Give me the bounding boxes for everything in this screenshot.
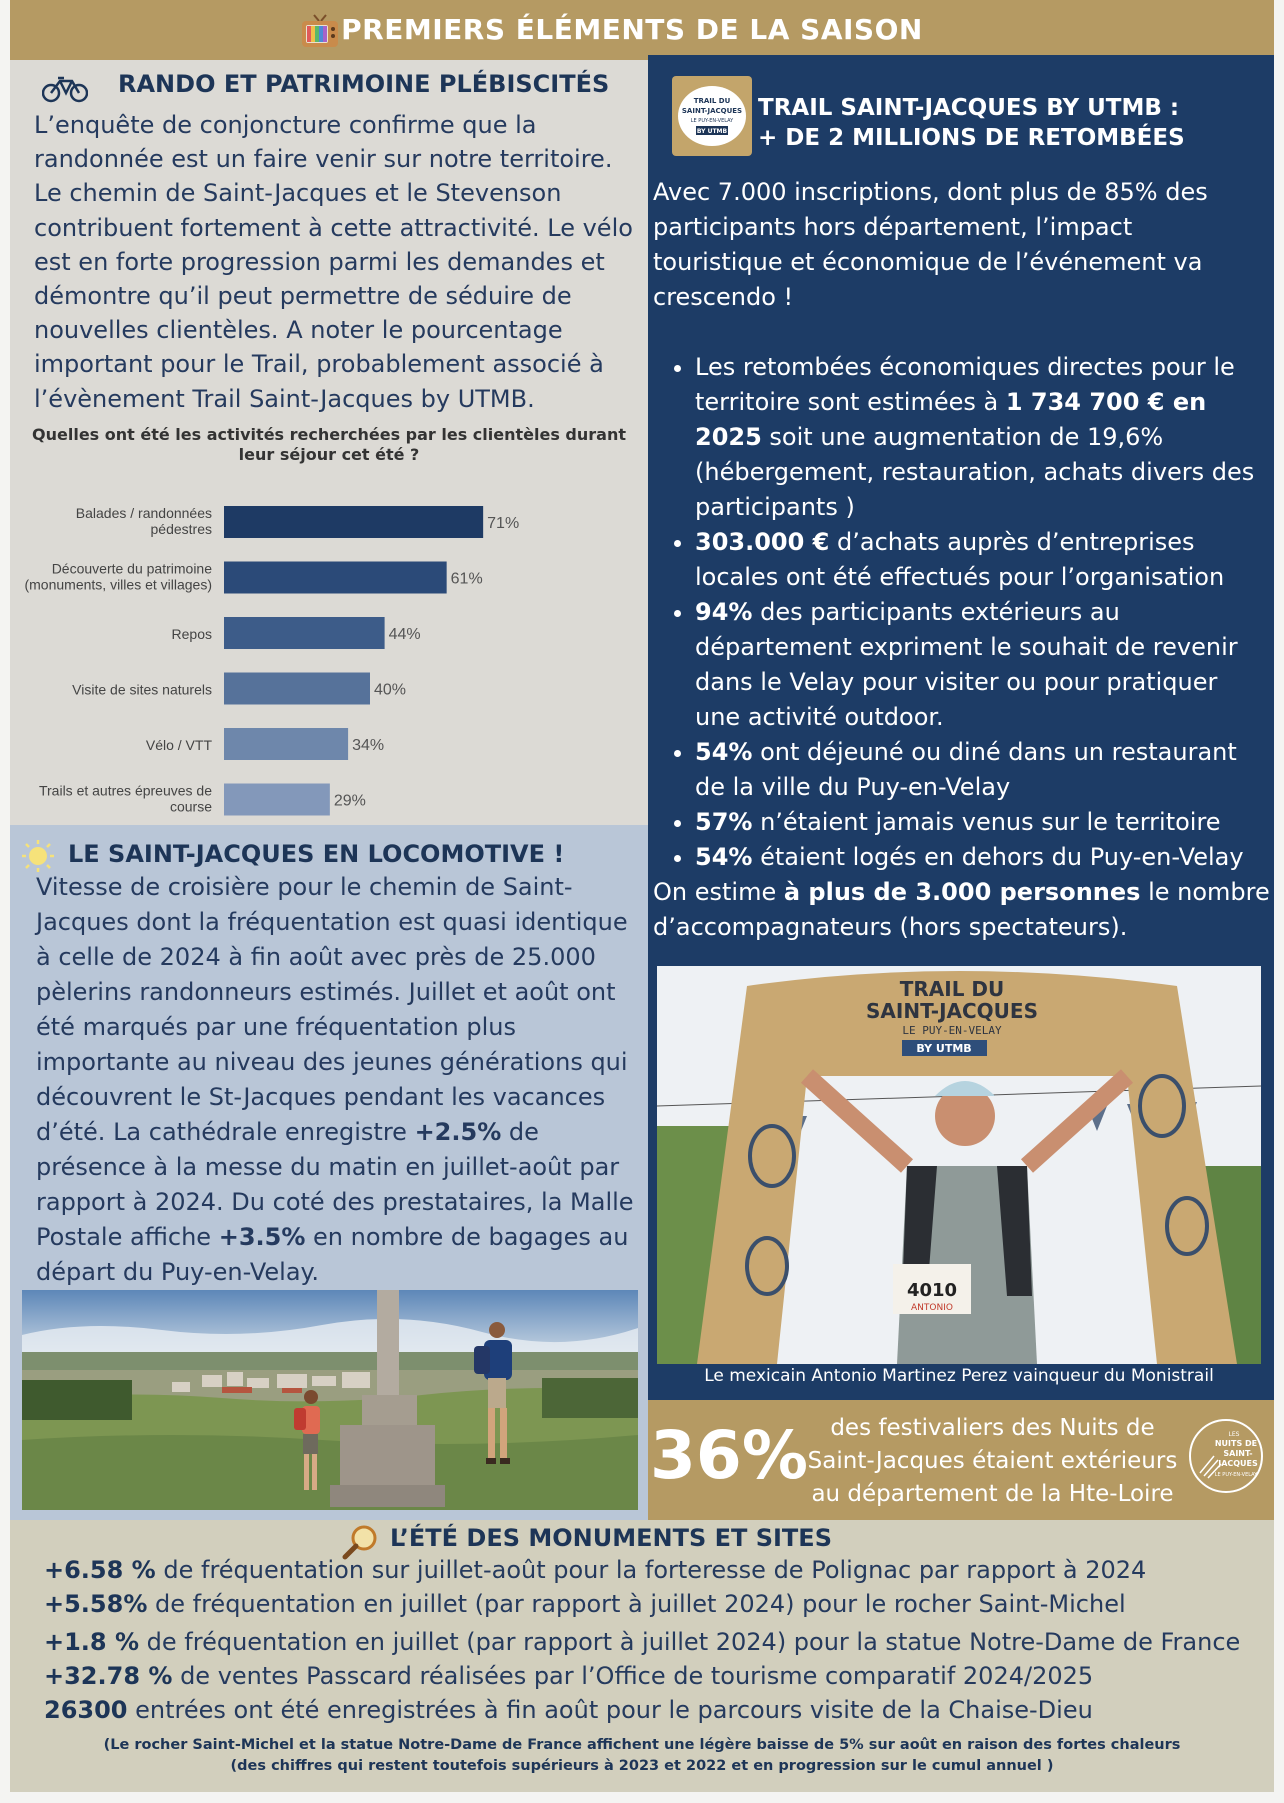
svg-text:SAINT-JACQUES: SAINT-JACQUES <box>681 107 743 115</box>
list-item: +32.78 % de ventes Passcard réalisées par l’Office de tourisme comparatif 2024/2025 <box>44 1662 1094 1690</box>
monuments-list <box>44 1553 1264 1727</box>
chart-data-label: 40% <box>374 681 407 699</box>
list-item: 26300 entrées ont été enregistrées à fin août pour le parcours visite de la Chaise-Dieu <box>44 1696 1093 1724</box>
list-item: • 94% des participants extérieurs au département expriment le souhait de revenir dans le Velay pour visiter ou pour pratiquer une activité outdoor. <box>695 595 1270 735</box>
chart-bar <box>224 506 483 538</box>
chart-category-label: pédestres <box>150 521 212 537</box>
chart-category-label: Balades / randonnées <box>75 505 212 521</box>
svg-text:LE PUY-EN-VELAY: LE PUY-EN-VELAY <box>902 1024 1002 1037</box>
page-title: PREMIERS ÉLÉMENTS DE LA SAISON <box>341 13 923 46</box>
chart-bar <box>224 617 385 649</box>
chart-bar <box>224 784 330 816</box>
chart-data-label: 34% <box>352 737 385 754</box>
nuits-logo <box>1188 1418 1264 1494</box>
nuits-text: des festivaliers des Nuits de Saint-Jacques étaient extérieurs au département de la Hte-Loire <box>807 1415 1178 1507</box>
svg-text:LES: LES <box>1228 1431 1240 1438</box>
svg-text:TRAIL DU: TRAIL DU <box>899 977 1005 1001</box>
rando-title: RANDO ET PATRIMOINE PLÉBISCITÉS <box>118 70 610 98</box>
chart-data-label: 29% <box>333 792 366 810</box>
runner-photo <box>657 966 1261 1364</box>
svg-text:NUITS DE: NUITS DE <box>1214 1439 1258 1448</box>
photo-caption: Le mexicain Antonio Martinez Perez vainqueur du Monistrail <box>704 1366 1214 1386</box>
activities-bar-chart <box>10 490 648 825</box>
monuments-note: (Le rocher Saint-Michel et la statue Notre-Dame de France affichent une légère baisse de 5% sur août en raison des fortes chaleurs (des chiffres qui restent toutefois supérieurs à 2023 et 2022 et en progression sur le cumul annuel ) <box>103 1737 1181 1774</box>
chart-category-label: Vélo / VTT <box>145 737 212 753</box>
chart-bar <box>224 728 348 760</box>
hikers-photo <box>22 1290 638 1510</box>
svg-text:LE PUY-EN-VELAY: LE PUY-EN-VELAY <box>690 118 734 124</box>
chart-data-label: 44% <box>388 626 421 643</box>
list-item: • 303.000 € d’achats auprès d’entreprises locales ont été effectués pour l’organisation <box>695 525 1270 595</box>
trail-title: TRAIL SAINT-JACQUES BY UTMB : + DE 2 MILLIONS DE RETOMBÉES <box>758 95 1185 151</box>
list-item: • Les retombées économiques directes pour le territoire sont estimées à 1 734 700 € en 2025 soit une augmentation de 19,6% (hébergement, restauration, achats divers des participants ) <box>695 350 1270 525</box>
list-item: • 54% ont déjeuné ou diné dans un restaurant de la ville du Puy-en-Velay <box>695 735 1270 805</box>
chart-category-label: Trails et autres épreuves de <box>38 782 212 799</box>
chart-bar <box>224 673 370 705</box>
svg-text:TRAIL DU: TRAIL DU <box>693 97 731 105</box>
trail-stats-list <box>660 350 1270 875</box>
chart-data-label: 71% <box>487 515 520 532</box>
rando-text: L’enquête de conjoncture confirme que la randonnée est un faire venir sur notre territoire. Le chemin de Saint-Jacques et le Stevenson contribuent fortement à cette attractivité. Le vélo est en forte progression parmi les demandes et démontre qu’il peut permettre de séduire de nouvelles clientèles. A noter le pourcentage important pour le Trail, probablement associé à l’évènement Trail Saint-Jacques by UTMB. <box>34 111 633 413</box>
svg-text:SAINT-: SAINT- <box>1223 1449 1253 1458</box>
chart-bar <box>224 562 447 594</box>
list-item: • 57% n’étaient jamais venus sur le territoire <box>695 805 1270 840</box>
svg-text:LE PUY-EN-VELAY: LE PUY-EN-VELAY <box>1214 1472 1258 1478</box>
stjacques-text: Vitesse de croisière pour le chemin de Saint-Jacques dont la fréquentation est quasi identique à celle de 2024 à fin août avec près de 25.000 pèlerins randonneurs estimés. Juillet et août ont été marqués par une fréquentation plus importante au niveau des jeunes générations qui découvrent le St-Jacques pendant les vacances d’été. La cathédrale enregistre +2.5% de présence à la messe du matin en juillet-août par rapport à 2024. Du coté des prestataires, la Malle Postale affiche +3.5% en nombre de bagages au départ du Puy-en-Velay. <box>36 873 634 1286</box>
svg-text:BY UTMB: BY UTMB <box>916 1042 972 1055</box>
trail-outro: On estime à plus de 3.000 personnes le nombre d’accompagnateurs (hors spectateurs). <box>653 878 1270 941</box>
chart-data-label: 61% <box>450 570 483 588</box>
sun-icon <box>20 838 56 874</box>
svg-text:BY UTMB: BY UTMB <box>696 128 728 135</box>
chart-category-label: Visite de sites naturels <box>72 681 212 698</box>
list-item: • 54% étaient logés en dehors du Puy-en-Velay <box>695 840 1270 875</box>
chart-category-label: Découverte du patrimoine <box>51 560 212 577</box>
trail-logo <box>672 76 752 156</box>
list-item: +5.58% de fréquentation en juillet (par rapport à juillet 2024) pour le rocher Saint-Michel <box>44 1590 1126 1618</box>
bicycle-icon <box>42 75 88 103</box>
chart-category-label: Repos <box>171 626 212 642</box>
list-item: +6.58 % de fréquentation sur juillet-août pour la forteresse de Polignac par rapport à 2024 <box>44 1556 1147 1584</box>
nuits-percent: 36% <box>650 1417 808 1494</box>
trail-intro: Avec 7.000 inscriptions, dont plus de 85% des participants hors département, l’impact touristique et économique de l’événement va crescendo ! <box>653 178 1208 311</box>
chart-category-label: (monuments, villes et villages) <box>24 576 212 593</box>
monuments-title: L’ÉTÉ DES MONUMENTS ET SITES <box>390 1524 832 1552</box>
list-item: +1.8 % de fréquentation en juillet (par rapport à juillet 2024) pour la statue Notre-Dame de France <box>44 1628 1241 1656</box>
chart-title: Quelles ont été les activités recherchées par les clientèles durant leur séjour cet été ? <box>32 425 626 464</box>
svg-text:SAINT-JACQUES: SAINT-JACQUES <box>866 999 1038 1023</box>
svg-text:JACQUES: JACQUES <box>1218 1459 1258 1468</box>
stjacques-title: LE SAINT-JACQUES EN LOCOMOTIVE ! <box>68 840 565 868</box>
chart-category-label: course <box>169 798 212 815</box>
svg-text:ANTONIO: ANTONIO <box>911 1303 953 1313</box>
svg-text:4010: 4010 <box>906 1280 958 1301</box>
